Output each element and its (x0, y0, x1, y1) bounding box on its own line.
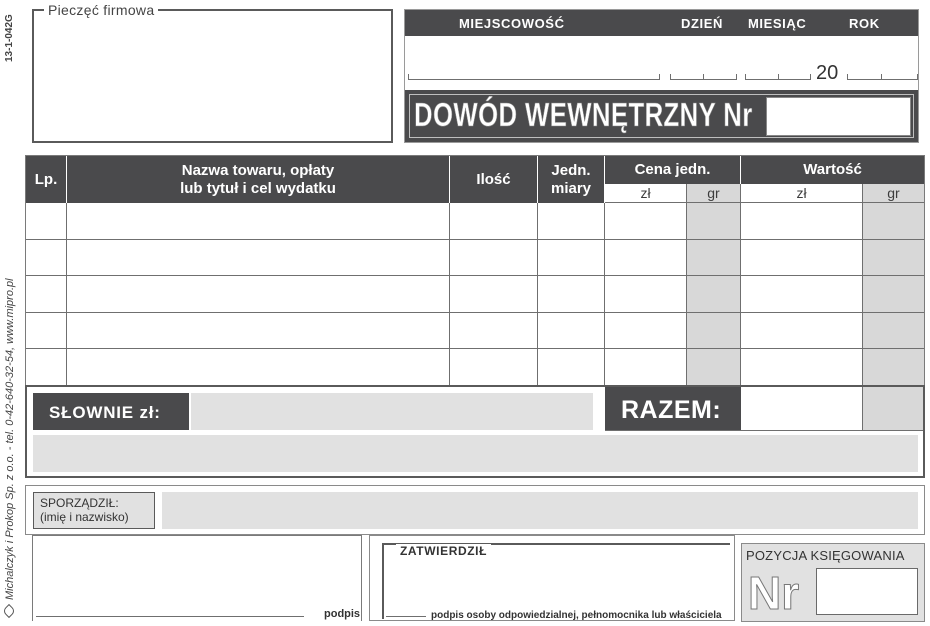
cell-value-gr[interactable] (863, 313, 924, 350)
col-header-name (67, 156, 450, 203)
prepared-input[interactable] (162, 492, 918, 529)
year-prefix: 20 (816, 62, 839, 84)
document-number-input[interactable] (766, 97, 911, 136)
stamp-box-label: Pieczęć firmowa (44, 2, 158, 18)
cell-qty[interactable] (450, 240, 538, 277)
month-label: MIESIĄC (748, 16, 807, 31)
price-gr-label: gr (707, 184, 720, 201)
col-header-unit (538, 156, 605, 203)
cell-unit[interactable] (538, 240, 605, 277)
cell-price-zl[interactable] (605, 349, 687, 386)
cell-lp[interactable] (26, 349, 67, 386)
col-header-name-line1: Nazwa towaru, opłaty (181, 162, 335, 180)
day-label: DZIEŃ (681, 16, 723, 31)
prepared-label-line2: (imię i nazwisko) (40, 510, 129, 524)
in-words-input-line2[interactable] (33, 435, 918, 472)
cell-unit[interactable] (538, 313, 605, 350)
col-header-lp (26, 156, 67, 203)
cell-price-gr[interactable] (687, 276, 741, 313)
value-zl-header (741, 184, 863, 203)
cell-qty[interactable] (450, 349, 538, 386)
place-date-header (405, 10, 918, 36)
col-header-unit-line1: Jedn. (551, 162, 591, 180)
value-gr-label: gr (887, 184, 900, 201)
posting-nr: Nr (748, 567, 800, 619)
price-zl-header (605, 184, 687, 203)
cell-price-gr[interactable] (687, 349, 741, 386)
cell-value-zl[interactable] (741, 203, 863, 240)
total-underline (605, 430, 923, 431)
price-gr-header (687, 184, 741, 203)
cell-value-gr[interactable] (863, 349, 924, 386)
cell-price-gr[interactable] (687, 203, 741, 240)
col-header-price-label: Cena jedn. (634, 161, 711, 179)
cell-value-zl[interactable] (741, 349, 863, 386)
approved-caption: podpis osoby odpowiedzialnej, pełnomocnika lub właściciela (431, 610, 722, 621)
cell-value-gr[interactable] (863, 276, 924, 313)
cell-value-gr[interactable] (863, 203, 924, 240)
publisher-logo-icon (2, 604, 16, 618)
signature-label: podpis (324, 608, 361, 620)
col-header-price (605, 156, 741, 184)
cell-price-gr[interactable] (687, 313, 741, 350)
value-gr-header (863, 184, 924, 203)
cell-name[interactable] (67, 349, 450, 386)
cell-qty[interactable] (450, 203, 538, 240)
cell-name[interactable] (67, 203, 450, 240)
col-header-lp-label: Lp. (34, 170, 58, 188)
cell-value-gr[interactable] (863, 240, 924, 277)
form-code: 13-1-042G (4, 14, 15, 62)
total-zl-input[interactable] (741, 387, 863, 430)
cell-value-zl[interactable] (741, 240, 863, 277)
value-zl-label: zł (796, 184, 807, 201)
total-gr-input[interactable] (863, 387, 923, 430)
prepared-label-line1: SPORZĄDZIŁ: (40, 496, 119, 510)
cell-lp[interactable] (26, 203, 67, 240)
place-input[interactable] (408, 50, 660, 80)
col-header-unit-line2: miary (550, 179, 592, 197)
year-label: ROK (849, 16, 880, 31)
cell-qty[interactable] (450, 313, 538, 350)
cell-unit[interactable] (538, 276, 605, 313)
year-input[interactable] (847, 50, 918, 80)
total-label: RAZEM: (605, 387, 741, 430)
cell-value-zl[interactable] (741, 313, 863, 350)
col-header-qty-label: Ilość (476, 170, 511, 188)
col-header-value (741, 156, 924, 184)
cell-price-zl[interactable] (605, 203, 687, 240)
cell-unit[interactable] (538, 349, 605, 386)
approved-label: ZATWIERDZIŁ (396, 544, 491, 558)
cell-lp[interactable] (26, 240, 67, 277)
posting-label: POZYCJA KSIĘGOWANIA (746, 548, 905, 563)
cell-name[interactable] (67, 240, 450, 277)
cell-name[interactable] (67, 276, 450, 313)
in-words-input[interactable] (191, 393, 593, 430)
col-header-name-line2: lub tytuł i cel wydatku (180, 179, 336, 197)
cell-lp[interactable] (26, 276, 67, 313)
signature-area[interactable] (34, 538, 360, 608)
price-zl-label: zł (640, 184, 651, 201)
approved-signature-area[interactable] (386, 562, 726, 606)
publisher-info: Michalczyk i Prokop Sp. z o.o. - tel. 0-42-640-32-54, www.mipro.pl (4, 278, 16, 600)
place-label: MIEJSCOWOŚĆ (459, 16, 565, 31)
cell-price-zl[interactable] (605, 313, 687, 350)
cell-price-zl[interactable] (605, 240, 687, 277)
cell-lp[interactable] (26, 313, 67, 350)
cell-unit[interactable] (538, 203, 605, 240)
posting-number-input[interactable] (816, 568, 918, 615)
col-header-value-label: Wartość (803, 161, 862, 179)
cell-price-gr[interactable] (687, 240, 741, 277)
cell-name[interactable] (67, 313, 450, 350)
cell-value-zl[interactable] (741, 276, 863, 313)
col-header-qty (450, 156, 538, 203)
document-title: DOWÓD WEWNĘTRZNY Nr (414, 96, 753, 133)
stamp-area[interactable] (40, 28, 385, 136)
in-words-label: SŁOWNIE zł: (33, 393, 189, 430)
cell-qty[interactable] (450, 276, 538, 313)
cell-price-zl[interactable] (605, 276, 687, 313)
prepared-label (33, 492, 155, 529)
